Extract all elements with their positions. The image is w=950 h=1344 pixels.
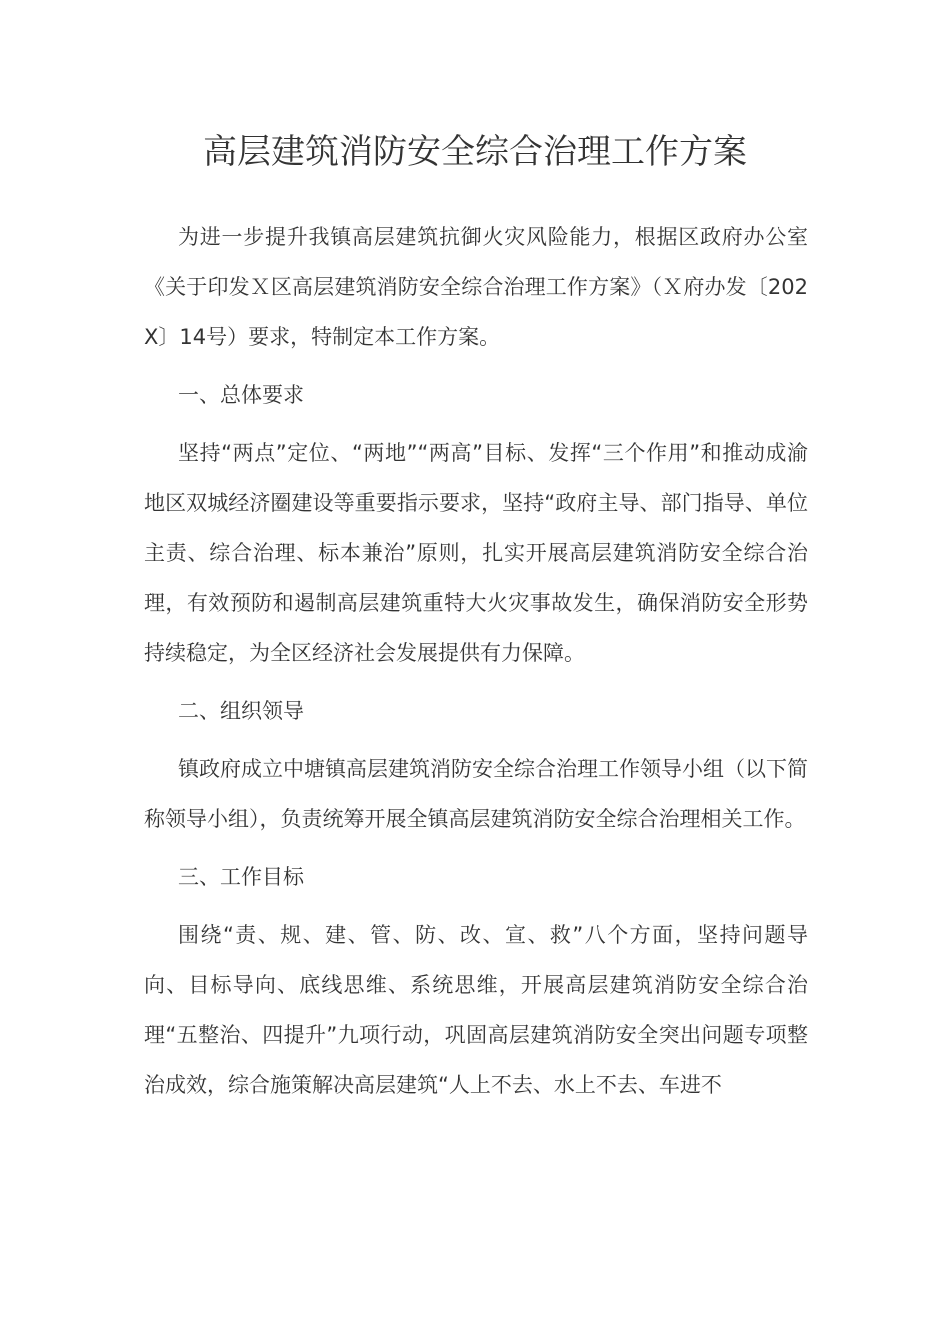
section-heading-general-requirements: 一、总体要求	[178, 383, 304, 407]
document-title: 高层建筑消防安全综合治理工作方案	[203, 132, 747, 172]
section-heading-organization-leadership: 二、组织领导	[178, 699, 304, 723]
section-paragraph-general-requirements: 坚持“两点”定位、“两地”“两高”目标、发挥“三个作用”和推动成渝地区双城经济圈建设等重要指示要求，坚持“政府主导、部门指导、单位主责、综合治理、标本兼治”原则，扎实开展高层建筑消防安全综合治理，有效预防和遏制高层建筑重特大火灾事故发生，确保消防安全形势持续稳定，为全区经济社会发展提供有力保障。	[144, 441, 808, 665]
section-paragraph-work-goals: 围绕“责、规、建、管、防、改、宣、救”八个方面，坚持问题导向、目标导向、底线思维、系统思维，开展高层建筑消防安全综合治理“五整治、四提升”九项行动，巩固高层建筑消防安全突出问题专项整治成效，综合施策解决高层建筑“人上不去、水上不去、车进不	[144, 923, 808, 1097]
section-paragraph-organization-leadership: 镇政府成立中塘镇高层建筑消防安全综合治理工作领导小组（以下简称领导小组），负责统筹开展全镇高层建筑消防安全综合治理相关工作。	[144, 757, 808, 831]
document-body	[144, 212, 808, 1118]
section-heading-work-goals: 三、工作目标	[178, 865, 304, 889]
intro-paragraph: 为进一步提升我镇高层建筑抗御火灾风险能力，根据区政府办公室《关于印发Ｘ区高层建筑消防安全综合治理工作方案》（Ｘ府办发〔202X〕14号）要求，特制定本工作方案。	[144, 225, 808, 349]
